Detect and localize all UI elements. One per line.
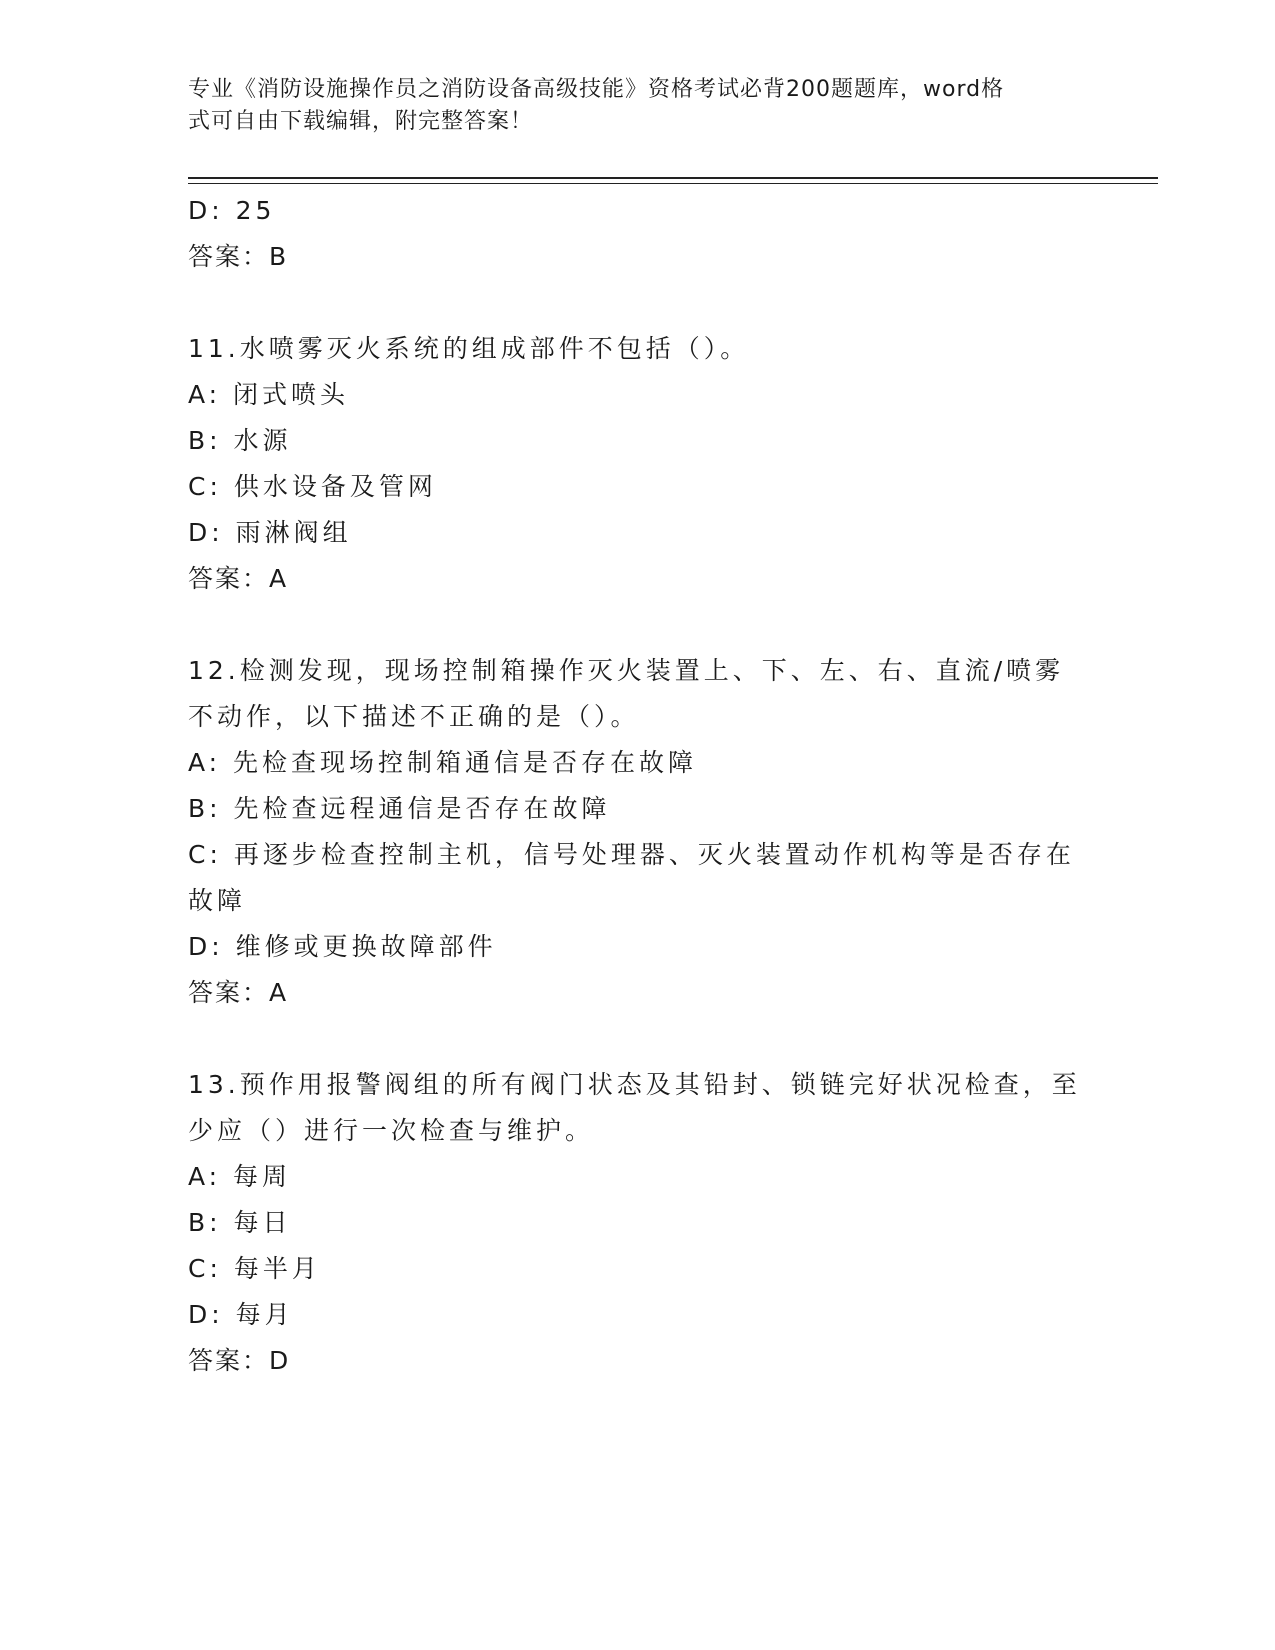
prev-answer: 答案：B — [188, 242, 289, 271]
question-12-option-c-line-2: 故障 — [188, 886, 247, 915]
question-12-option-b: B: 先检查远程通信是否存在故障 — [188, 794, 611, 823]
document-body — [188, 188, 1081, 1384]
spacer — [188, 1016, 1078, 1062]
question-12-stem-line-1: 12.检测发现，现场控制箱操作灭火装置上、下、左、右、直流/喷雾 — [188, 656, 1065, 685]
question-13-stem-line-2: 少应（）进行一次检查与维护。 — [188, 1116, 595, 1145]
question-11-stem: 11.水喷雾灭火系统的组成部件不包括（）。 — [188, 334, 750, 363]
question-13-stem-line-1: 13.预作用报警阀组的所有阀门状态及其铅封、锁链完好状况检查，至 — [188, 1070, 1081, 1099]
question-12-option-a: A: 先检查现场控制箱通信是否存在故障 — [188, 748, 698, 777]
question-11-option-d: D: 雨淋阀组 — [188, 518, 352, 547]
question-13-answer: 答案：D — [188, 1346, 291, 1375]
question-13-option-d: D: 每月 — [188, 1300, 294, 1329]
question-13-option-b: B: 每日 — [188, 1208, 292, 1237]
question-12-option-c-line-1: C: 再逐步检查控制主机，信号处理器、灭火装置动作机构等是否存在 — [188, 840, 1075, 869]
question-11-answer: 答案：A — [188, 564, 289, 593]
header-divider-thin — [188, 183, 1158, 184]
question-11-option-b: B: 水源 — [188, 426, 292, 455]
question-11-option-c: C: 供水设备及管网 — [188, 472, 437, 501]
question-13-option-c: C: 每半月 — [188, 1254, 321, 1283]
header-divider-thick — [188, 177, 1158, 179]
spacer — [188, 280, 1078, 326]
question-13-option-a: A: 每周 — [188, 1162, 292, 1191]
header-line-1: 专业《消防设施操作员之消防设备高级技能》资格考试必背200题题库，word格 — [188, 77, 1005, 102]
spacer — [188, 602, 1078, 648]
question-12-option-d: D: 维修或更换故障部件 — [188, 932, 497, 961]
prev-option-d: D: 25 — [188, 196, 276, 225]
question-12-answer: 答案：A — [188, 978, 289, 1007]
question-12-stem-line-2: 不动作，以下描述不正确的是（）。 — [188, 702, 640, 731]
document-header — [188, 74, 1058, 138]
question-11-option-a: A: 闭式喷头 — [188, 380, 350, 409]
header-line-2: 式可自由下载编辑，附完整答案！ — [188, 109, 534, 134]
